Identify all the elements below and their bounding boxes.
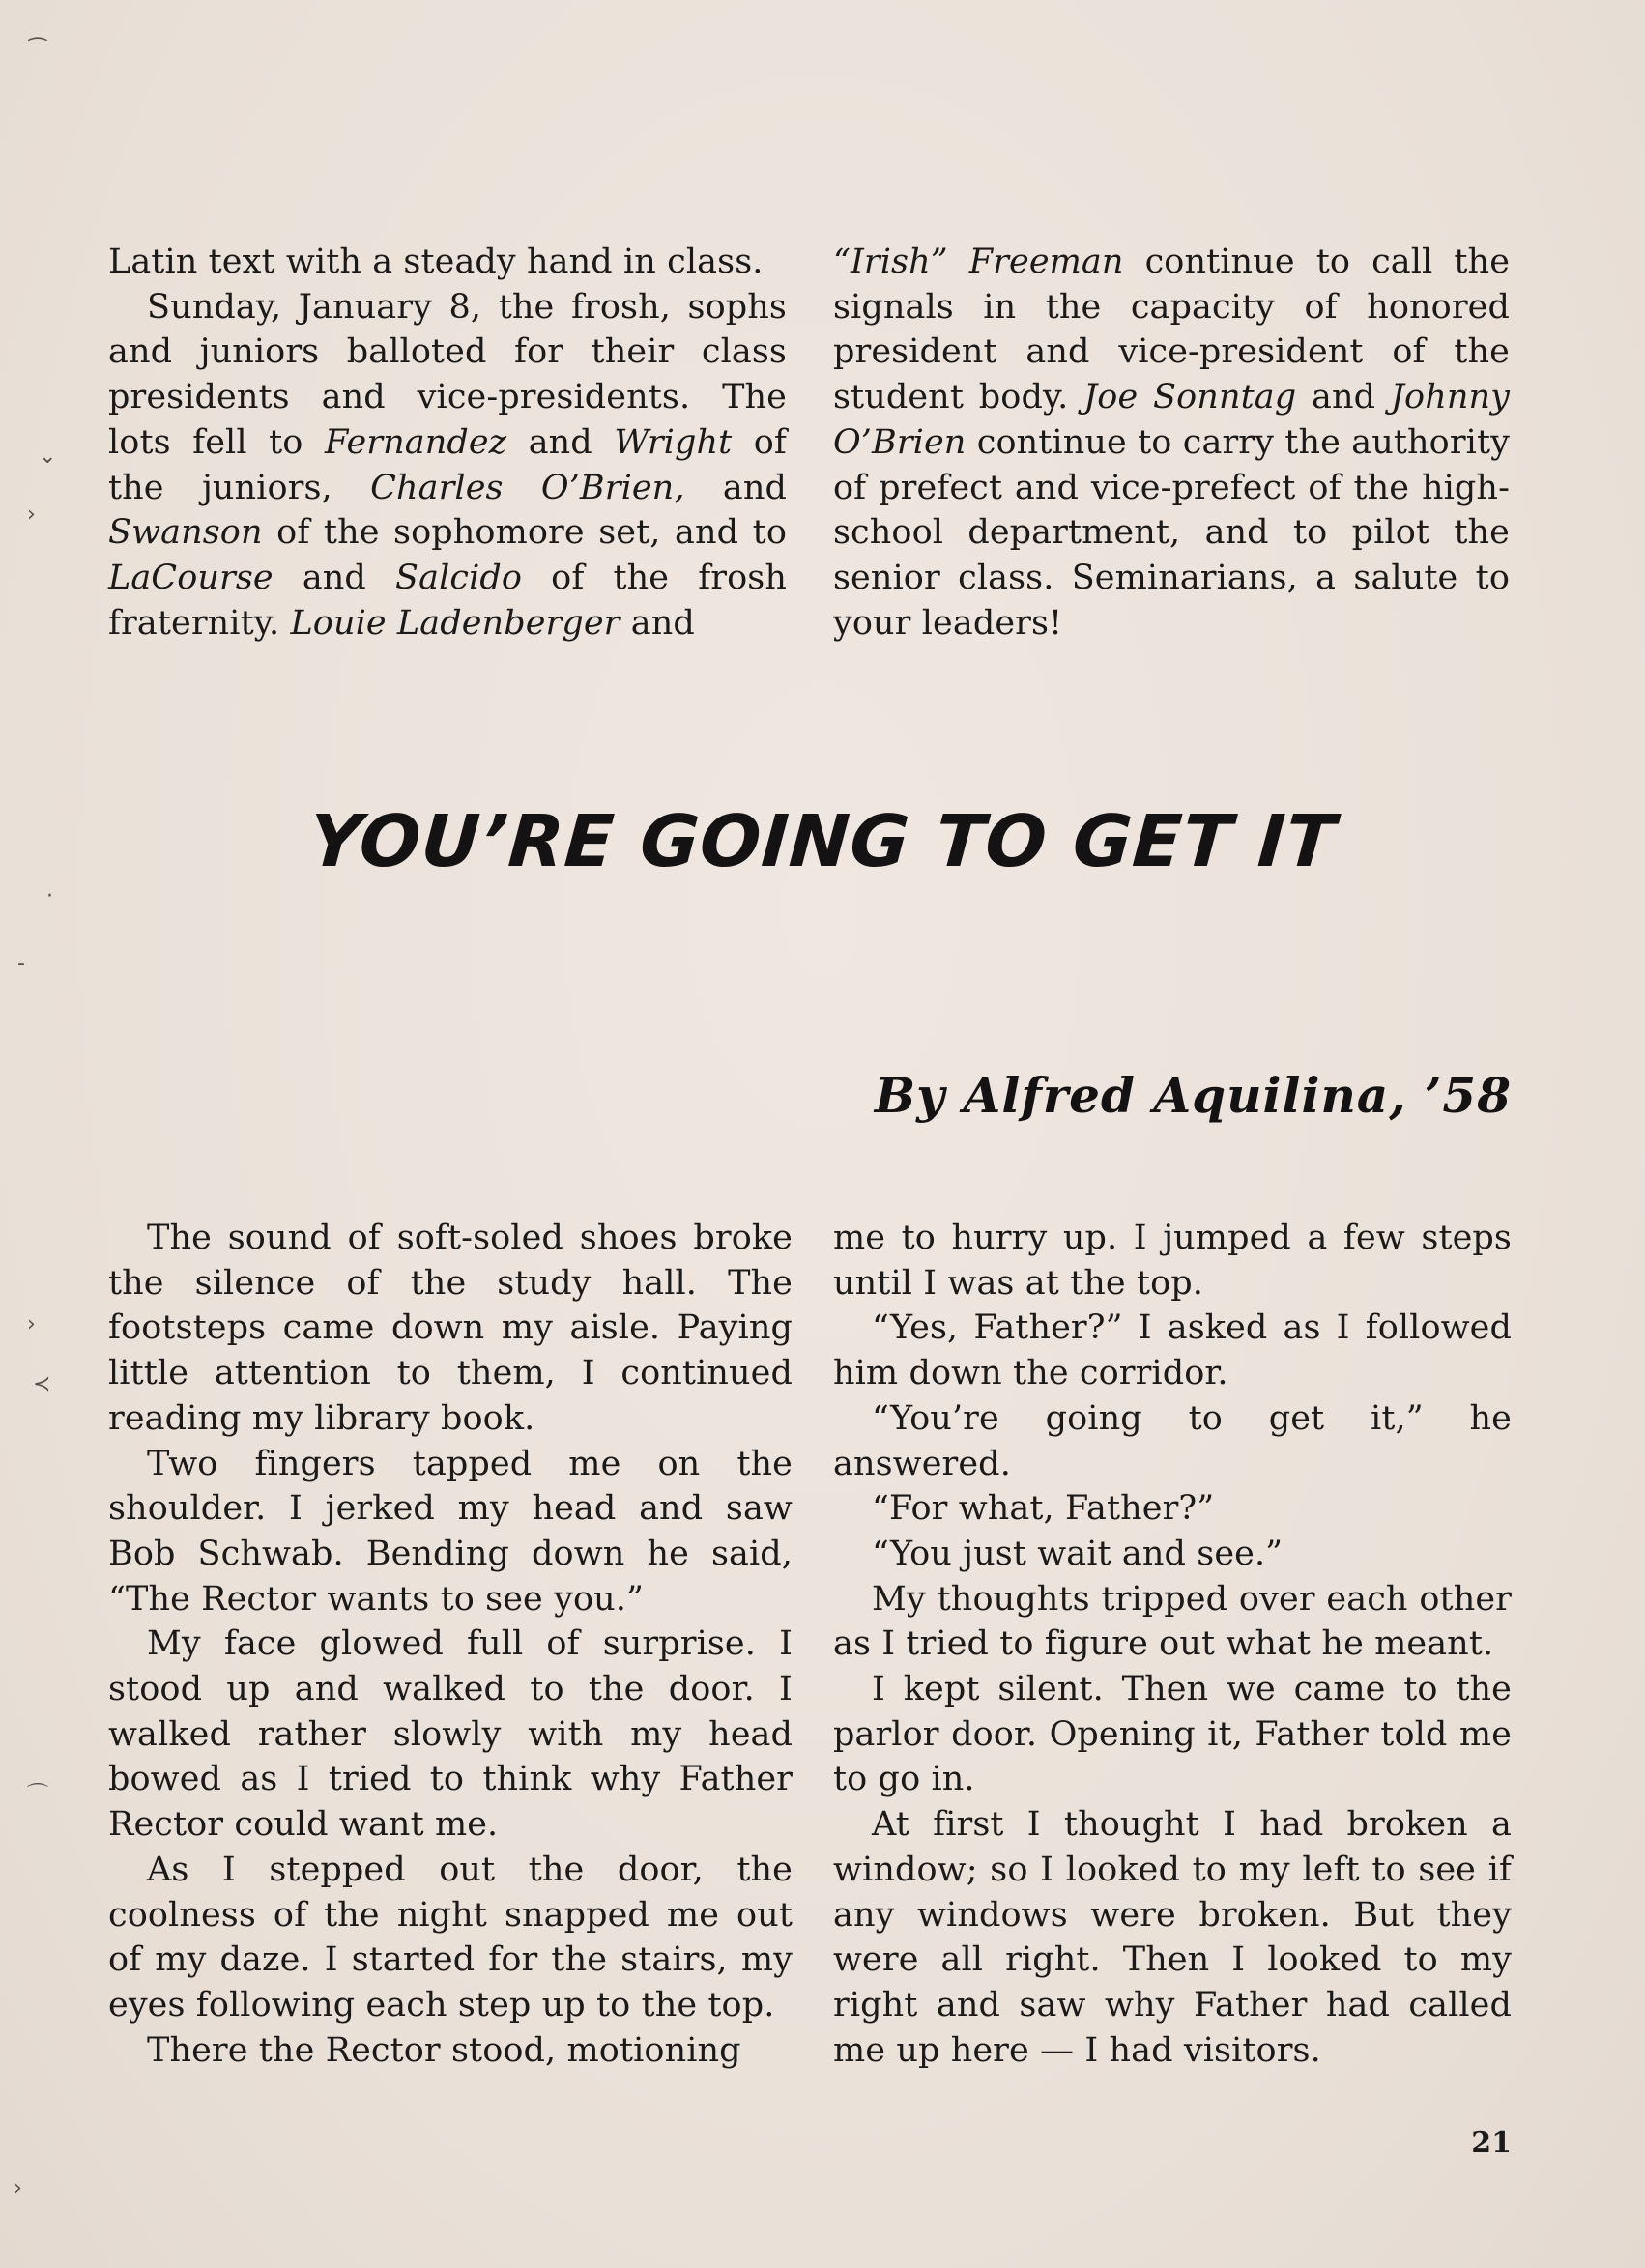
italic-name: Louie Ladenberger <box>290 603 620 643</box>
italic-name: Charles O’Brien, <box>370 468 685 507</box>
bottom-right-column <box>833 1216 1512 2073</box>
paragraph: My thoughts tripped over each other as I tried to figure out what he meant. <box>833 1579 1512 1664</box>
paragraph: At first I thought I had broken a window; so I looked to my left to see if any windows were broken. But they were all right. Then I looked to my right and saw why Father had called me up here — I had visitors. <box>833 1805 1512 2070</box>
top-right-column <box>833 240 1510 646</box>
paragraph: “You’re going to get it,” he answered. <box>833 1398 1512 1483</box>
text-run: continue to carry the authority of prefect and vice-prefect of the high-school department, and to pilot the senior class. Seminarians, a salute to your leaders! <box>833 422 1510 643</box>
paragraph: My face glowed full of surprise. I stood up and walked to the door. I walked rather slowly with my head bowed as I tried to think why Father Rector could want me. <box>108 1624 793 1845</box>
binding-speck: ⌄ <box>39 445 57 469</box>
text-run: of the juniors, <box>108 422 787 507</box>
text-run: Sunday, January 8, the frosh, sophs and juniors balloted for their class presidents and vice-presidents. The lots fell to <box>108 287 787 462</box>
text-run: and <box>684 468 788 507</box>
article-title: YOU’RE GOING TO GET IT <box>306 800 1339 883</box>
binding-speck: ≺ <box>33 1372 51 1396</box>
italic-name: Swanson <box>108 513 263 553</box>
italic-name: “Irish” Freeman <box>833 243 1124 281</box>
binding-speck: ⌒ <box>27 1783 49 1807</box>
italic-name: Joe Sonntag <box>1083 378 1297 417</box>
top-left-column <box>108 240 787 646</box>
paragraph: I kept silent. Then we came to the parlor door. Opening it, Father told me to go in. <box>833 1670 1512 1799</box>
italic-name: Salcido <box>395 558 523 597</box>
paragraph <box>108 240 787 285</box>
binding-speck: › <box>14 2176 22 2200</box>
paragraph: me to hurry up. I jumped a few steps until I was at the top. <box>833 1219 1512 1303</box>
italic-name: LaCourse <box>108 558 274 597</box>
paragraph: “You just wait and see.” <box>872 1534 1284 1573</box>
paragraph: “For what, Father?” <box>872 1489 1215 1529</box>
paragraph: “Yes, Father?” I asked as I followed him down the corridor. <box>833 1308 1512 1393</box>
text-run: and <box>273 558 396 597</box>
paragraph: The sound of soft-soled shoes broke the silence of the study hall. The footsteps came down my aisle. Paying little attention to them, I continued reading my library book. <box>108 1219 793 1438</box>
italic-name: Johnny O’Brien <box>833 378 1510 462</box>
text-run: and <box>620 603 695 643</box>
paragraph: There the Rector stood, motioning <box>147 2030 741 2070</box>
text-run: of the sophomore set, and to <box>262 513 787 553</box>
text-run: and <box>506 422 615 462</box>
text-run: of the frosh fraternity. <box>108 558 787 643</box>
binding-speck: ⁀ <box>29 39 46 63</box>
page-number: 21 <box>1471 2126 1512 2160</box>
binding-speck: › <box>27 1312 36 1336</box>
binding-speck: › <box>27 502 36 527</box>
binding-speck: ‐ <box>17 952 25 976</box>
paragraph: As I stepped out the door, the coolness of the night snapped me out of my daze. I started for the stairs, my eyes following each step up to the top. <box>108 1850 793 2024</box>
italic-name: Fernandez <box>324 422 507 462</box>
text-run: continue to call the signals in the capacity of honored president and vice-president of the student body. <box>833 243 1511 417</box>
article-byline: By Alfred Aquilina, ’58 <box>874 1067 1512 1124</box>
binding-speck: · <box>46 884 53 908</box>
paragraph: Two fingers tapped me on the shoulder. I jerked my head and saw Bob Schwab. Bending down he said, “The Rector wants to see you.” <box>108 1444 793 1619</box>
italic-name: Wright <box>614 422 733 462</box>
paragraph <box>833 240 1510 646</box>
bottom-left-column <box>108 1216 793 2073</box>
paragraph <box>108 285 787 646</box>
text-run: Latin text with a steady hand in class. <box>108 243 764 281</box>
text-run: and <box>1296 378 1391 417</box>
